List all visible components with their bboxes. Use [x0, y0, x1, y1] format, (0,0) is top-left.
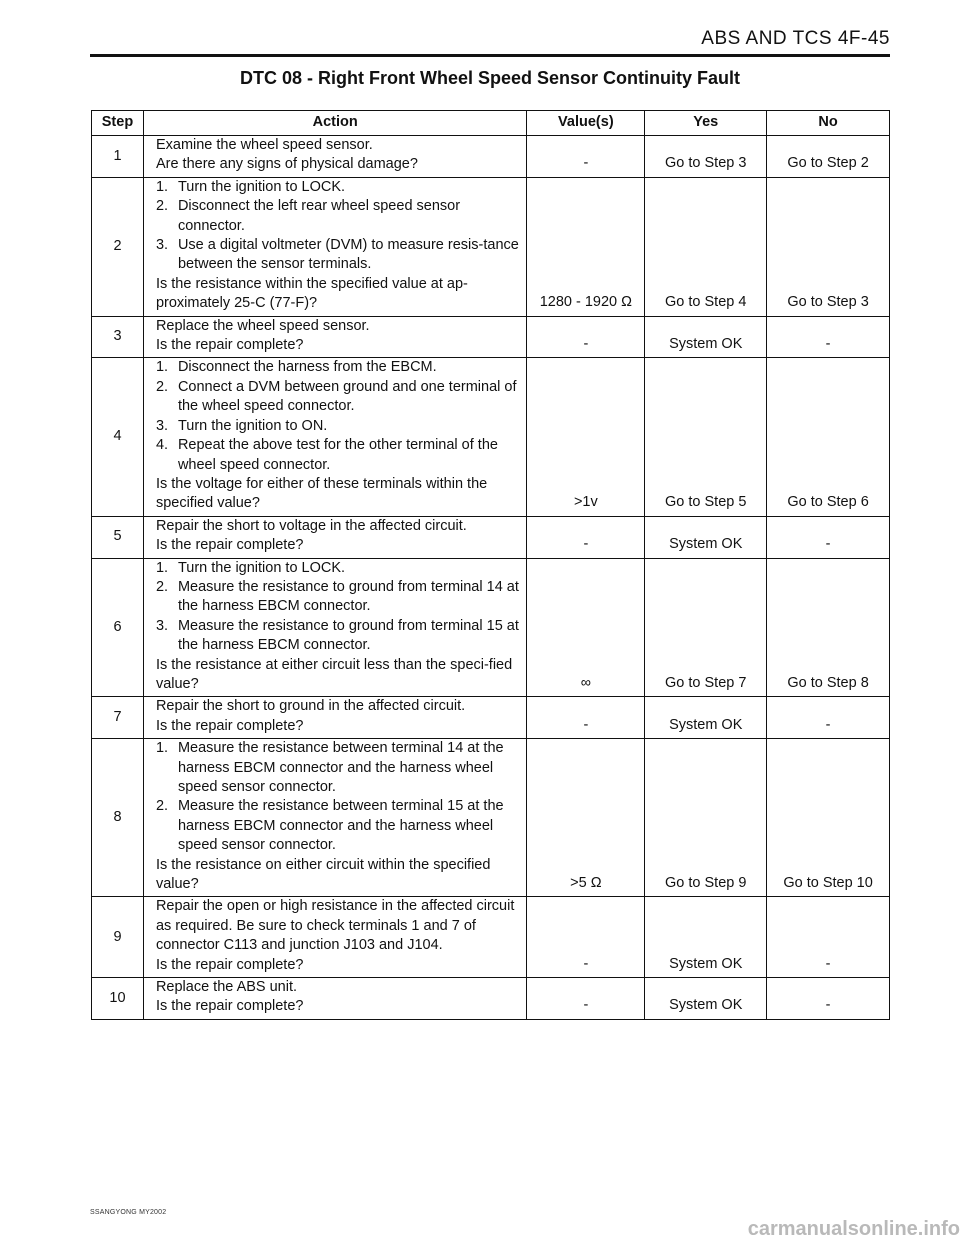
action-text: Is the resistance at either circuit less than the speci-fied value? — [155, 656, 513, 692]
step-number: 8 — [92, 739, 144, 897]
step-number: 5 — [92, 516, 144, 558]
action-list-text: Measure the resistance between terminal 14 at the harness EBCM connector and the harness wheel speed sensor connector. — [177, 740, 504, 795]
table-row — [92, 136, 890, 178]
value-cell: >1v — [527, 358, 645, 516]
footer-brand: SSANGYONG MY2002 — [90, 1209, 167, 1216]
no-cell: Go to Step 8 — [767, 558, 890, 697]
action-text: Repair the open or high resistance in the affected circuit as required. Be sure to check terminals 1 and 7 of connector C113 and junction J103 and J104. — [155, 898, 515, 954]
action-text: Is the repair complete? — [155, 998, 304, 1015]
no-cell: Go to Step 10 — [767, 739, 890, 897]
step-number: 4 — [92, 358, 144, 516]
action-list-item — [156, 578, 520, 617]
action-list-number: 2. — [155, 378, 169, 395]
action-list-item — [156, 739, 520, 797]
no-cell: - — [767, 516, 890, 558]
column-header-yes: Yes — [645, 111, 767, 136]
action-text: Repair the short to voltage in the affected circuit. — [155, 517, 467, 534]
action-cell — [143, 316, 526, 358]
action-text: Is the repair complete? — [155, 537, 304, 554]
value-cell: >5 Ω — [527, 739, 645, 897]
no-cell: Go to Step 6 — [767, 358, 890, 516]
action-cell — [143, 978, 526, 1020]
value-cell: - — [527, 697, 645, 739]
column-header-action: Action — [143, 111, 526, 136]
action-list-item — [156, 358, 520, 377]
action-list-text: Turn the ignition to LOCK. — [177, 178, 346, 195]
yes-cell: System OK — [645, 978, 767, 1020]
action-list-item — [156, 436, 520, 475]
step-number: 7 — [92, 697, 144, 739]
yes-cell: Go to Step 9 — [645, 739, 767, 897]
action-list-number: 2. — [155, 798, 169, 815]
value-cell: - — [527, 897, 645, 978]
action-cell — [143, 558, 526, 697]
table-row — [92, 558, 890, 697]
action-cell — [143, 177, 526, 316]
action-list-number: 4. — [155, 437, 169, 454]
page-title: DTC 08 - Right Front Wheel Speed Sensor Continuity Fault — [239, 68, 740, 88]
action-list-number: 1. — [155, 740, 169, 757]
no-cell: - — [767, 978, 890, 1020]
action-list-number: 3. — [155, 417, 169, 434]
action-list-number: 3. — [155, 617, 169, 634]
action-list-item — [156, 236, 520, 275]
no-cell: Go to Step 2 — [767, 136, 890, 178]
action-cell — [143, 739, 526, 897]
action-list-item — [156, 417, 520, 436]
step-number: 1 — [92, 136, 144, 178]
column-header-no: No — [767, 111, 890, 136]
no-cell: - — [767, 316, 890, 358]
table-row — [92, 358, 890, 516]
action-cell — [143, 697, 526, 739]
action-list-text: Disconnect the left rear wheel speed sensor connector. — [177, 198, 461, 234]
action-list-text: Measure the resistance to ground from terminal 14 at the harness EBCM connector. — [177, 578, 519, 615]
table-row — [92, 897, 890, 978]
action-list-text: Turn the ignition to LOCK. — [177, 559, 346, 576]
page-section-header: ABS AND TCS 4F-45 — [701, 28, 890, 49]
value-cell: ∞ — [527, 558, 645, 697]
action-list-item — [156, 197, 520, 236]
action-cell — [143, 136, 526, 178]
step-number: 9 — [92, 897, 144, 978]
action-text: Is the repair complete? — [155, 717, 304, 734]
action-cell — [143, 358, 526, 516]
column-header-values: Value(s) — [527, 111, 645, 136]
yes-cell: Go to Step 3 — [645, 136, 767, 178]
yes-cell: System OK — [645, 697, 767, 739]
action-text: Is the resistance within the specified value at ap-proximately 25-C (77-F)? — [155, 275, 468, 312]
action-list-text: Turn the ignition to ON. — [177, 417, 328, 434]
action-list-number: 3. — [155, 237, 169, 254]
table-row — [92, 739, 890, 897]
action-list-item — [156, 559, 520, 578]
action-text: Is the repair complete? — [155, 956, 304, 973]
step-number: 10 — [92, 978, 144, 1020]
value-cell: - — [527, 978, 645, 1020]
action-list-number: 1. — [155, 178, 169, 195]
action-text: Is the resistance on either circuit within the specified value? — [155, 856, 491, 893]
value-cell: - — [527, 136, 645, 178]
action-list-item — [156, 617, 520, 656]
action-text: Is the repair complete? — [155, 337, 304, 354]
action-list-number: 2. — [155, 198, 169, 215]
table-header-row — [92, 111, 890, 136]
watermark: carmanualsonline.info — [747, 1218, 960, 1240]
table-row — [92, 316, 890, 358]
yes-cell: System OK — [645, 316, 767, 358]
action-list-number: 1. — [155, 359, 169, 376]
table-row — [92, 978, 890, 1020]
column-header-step: Step — [92, 111, 144, 136]
action-list-item — [156, 378, 520, 417]
action-list-number: 1. — [155, 559, 169, 576]
action-list-item — [156, 178, 520, 197]
no-cell: - — [767, 697, 890, 739]
action-list-item — [156, 797, 520, 855]
table-row — [92, 177, 890, 316]
yes-cell: Go to Step 5 — [645, 358, 767, 516]
action-list-number: 2. — [155, 578, 169, 595]
value-cell: - — [527, 516, 645, 558]
action-list-text: Repeat the above test for the other terminal of the wheel speed connector. — [177, 437, 498, 473]
action-cell — [143, 897, 526, 978]
action-list-text: Measure the resistance to ground from terminal 15 at the harness EBCM connector. — [177, 617, 519, 654]
action-text: Replace the wheel speed sensor. — [155, 317, 370, 334]
no-cell: - — [767, 897, 890, 978]
table-row — [92, 697, 890, 739]
action-list-text: Disconnect the harness from the EBCM. — [177, 359, 437, 376]
action-text: Is the voltage for either of these terminals within the specified value? — [155, 475, 488, 512]
action-text: Replace the ABS unit. — [155, 979, 298, 996]
action-text: Are there any signs of physical damage? — [155, 156, 418, 173]
yes-cell: System OK — [645, 897, 767, 978]
step-number: 3 — [92, 316, 144, 358]
action-cell — [143, 516, 526, 558]
value-cell: - — [527, 316, 645, 358]
action-list-text: Connect a DVM between ground and one terminal of the wheel speed connector. — [177, 378, 517, 415]
action-list-text: Measure the resistance between terminal 15 at the harness EBCM connector and the harness wheel speed sensor connector. — [177, 798, 504, 854]
header-rule — [90, 54, 890, 57]
step-number: 2 — [92, 177, 144, 316]
yes-cell: Go to Step 7 — [645, 558, 767, 697]
no-cell: Go to Step 3 — [767, 177, 890, 316]
yes-cell: System OK — [645, 516, 767, 558]
table-body — [92, 136, 890, 1020]
yes-cell: Go to Step 4 — [645, 177, 767, 316]
diagnostic-table — [91, 110, 890, 1020]
action-text: Examine the wheel speed sensor. — [155, 137, 373, 153]
table-row — [92, 516, 890, 558]
action-list-text: Use a digital voltmeter (DVM) to measure resis-tance between the sensor terminals. — [177, 237, 519, 273]
value-cell: 1280 - 1920 Ω — [527, 177, 645, 316]
step-number: 6 — [92, 558, 144, 697]
action-text: Repair the short to ground in the affected circuit. — [155, 698, 466, 715]
